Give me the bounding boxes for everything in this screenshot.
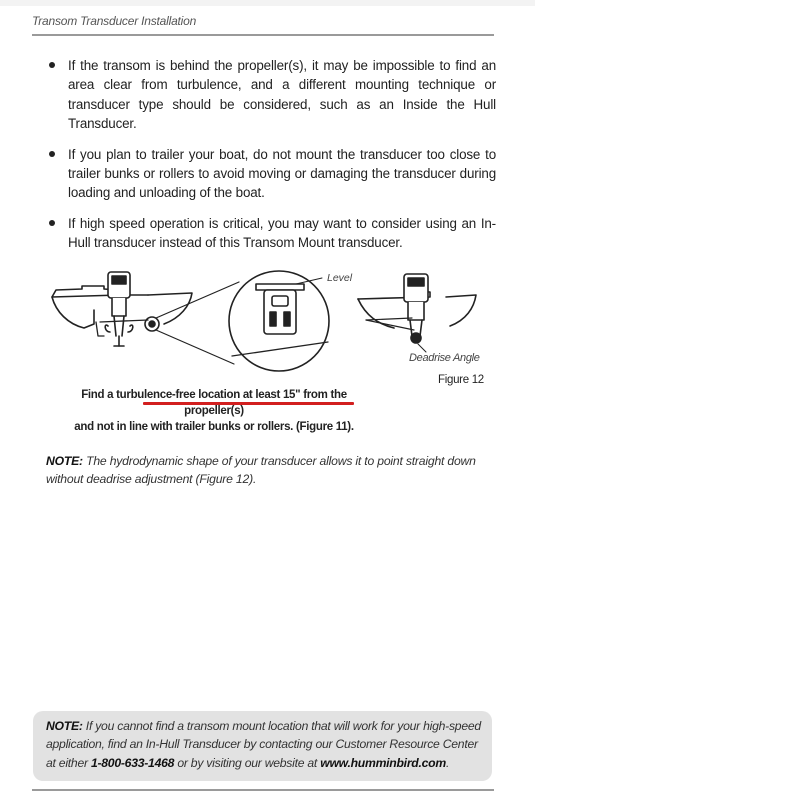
boat-stern-right-illustration	[358, 274, 476, 352]
footer-rule	[32, 789, 494, 791]
header-rule	[32, 34, 494, 36]
bullet-dot	[49, 220, 55, 226]
note-text: The hydrodynamic shape of your transducer allows it to point straight down without deadrise adjustment (Figure 12).	[46, 454, 476, 486]
note-text-part-a: If you cannot find a transom mount location that will work for your high-speed application, find an In-Hull Transducer by contacting our Customer Resource Center at either	[46, 719, 481, 770]
highlight-underline	[143, 402, 354, 405]
transducer-figure	[46, 262, 496, 397]
bullet-text: If you plan to trailer your boat, do not mount the transducer too close to trailer bunks or rollers to avoid moving or damaging the transducer during loading and unloading of the boat.	[68, 146, 496, 201]
website-link: www.humminbird.com	[320, 755, 446, 770]
note-text-part-c: .	[445, 755, 450, 770]
note-text-part-b: or by visiting our website at	[174, 755, 321, 770]
bullet-list	[46, 56, 496, 264]
bullet-dot	[49, 151, 55, 157]
top-strip	[0, 0, 535, 6]
note-hydrodynamic	[46, 452, 496, 488]
figure-caption	[54, 387, 374, 435]
page-header: Transom Transducer Installation	[32, 14, 197, 28]
note-box-highspeed	[33, 711, 492, 781]
boat-stern-left-illustration	[52, 272, 192, 346]
bullet-item	[46, 56, 496, 134]
figure-label-deadrise: Deadrise Angle	[409, 352, 480, 364]
phone-number: 1-800-633-1468	[90, 755, 175, 770]
figure-caption-line1: Find a turbulence-free location at least 15" from the propeller(s)	[81, 389, 347, 417]
note-label: NOTE:	[46, 454, 83, 468]
bullet-text: If high speed operation is critical, you may want to consider using an In-Hull transducer instead of this Transom Mount transducer.	[68, 215, 496, 251]
bullet-item	[46, 145, 496, 203]
bullet-item	[46, 214, 496, 253]
note-label: NOTE:	[46, 719, 83, 733]
zoom-detail-illustration	[229, 271, 329, 371]
bullet-dot	[49, 62, 55, 68]
figure-number: Figure 12	[438, 374, 484, 386]
figure-caption-line2: and not in line with trailer bunks or rollers. (Figure 11).	[74, 421, 354, 433]
figure-label-level: Level	[327, 272, 353, 284]
blank-area	[535, 0, 800, 793]
bullet-text: If the transom is behind the propeller(s), it may be impossible to find an area clear from turbulence, and a different mounting technique or transducer type should be considered, such as an Inside the Hull Transducer.	[68, 58, 496, 132]
note-box-text	[46, 717, 486, 772]
